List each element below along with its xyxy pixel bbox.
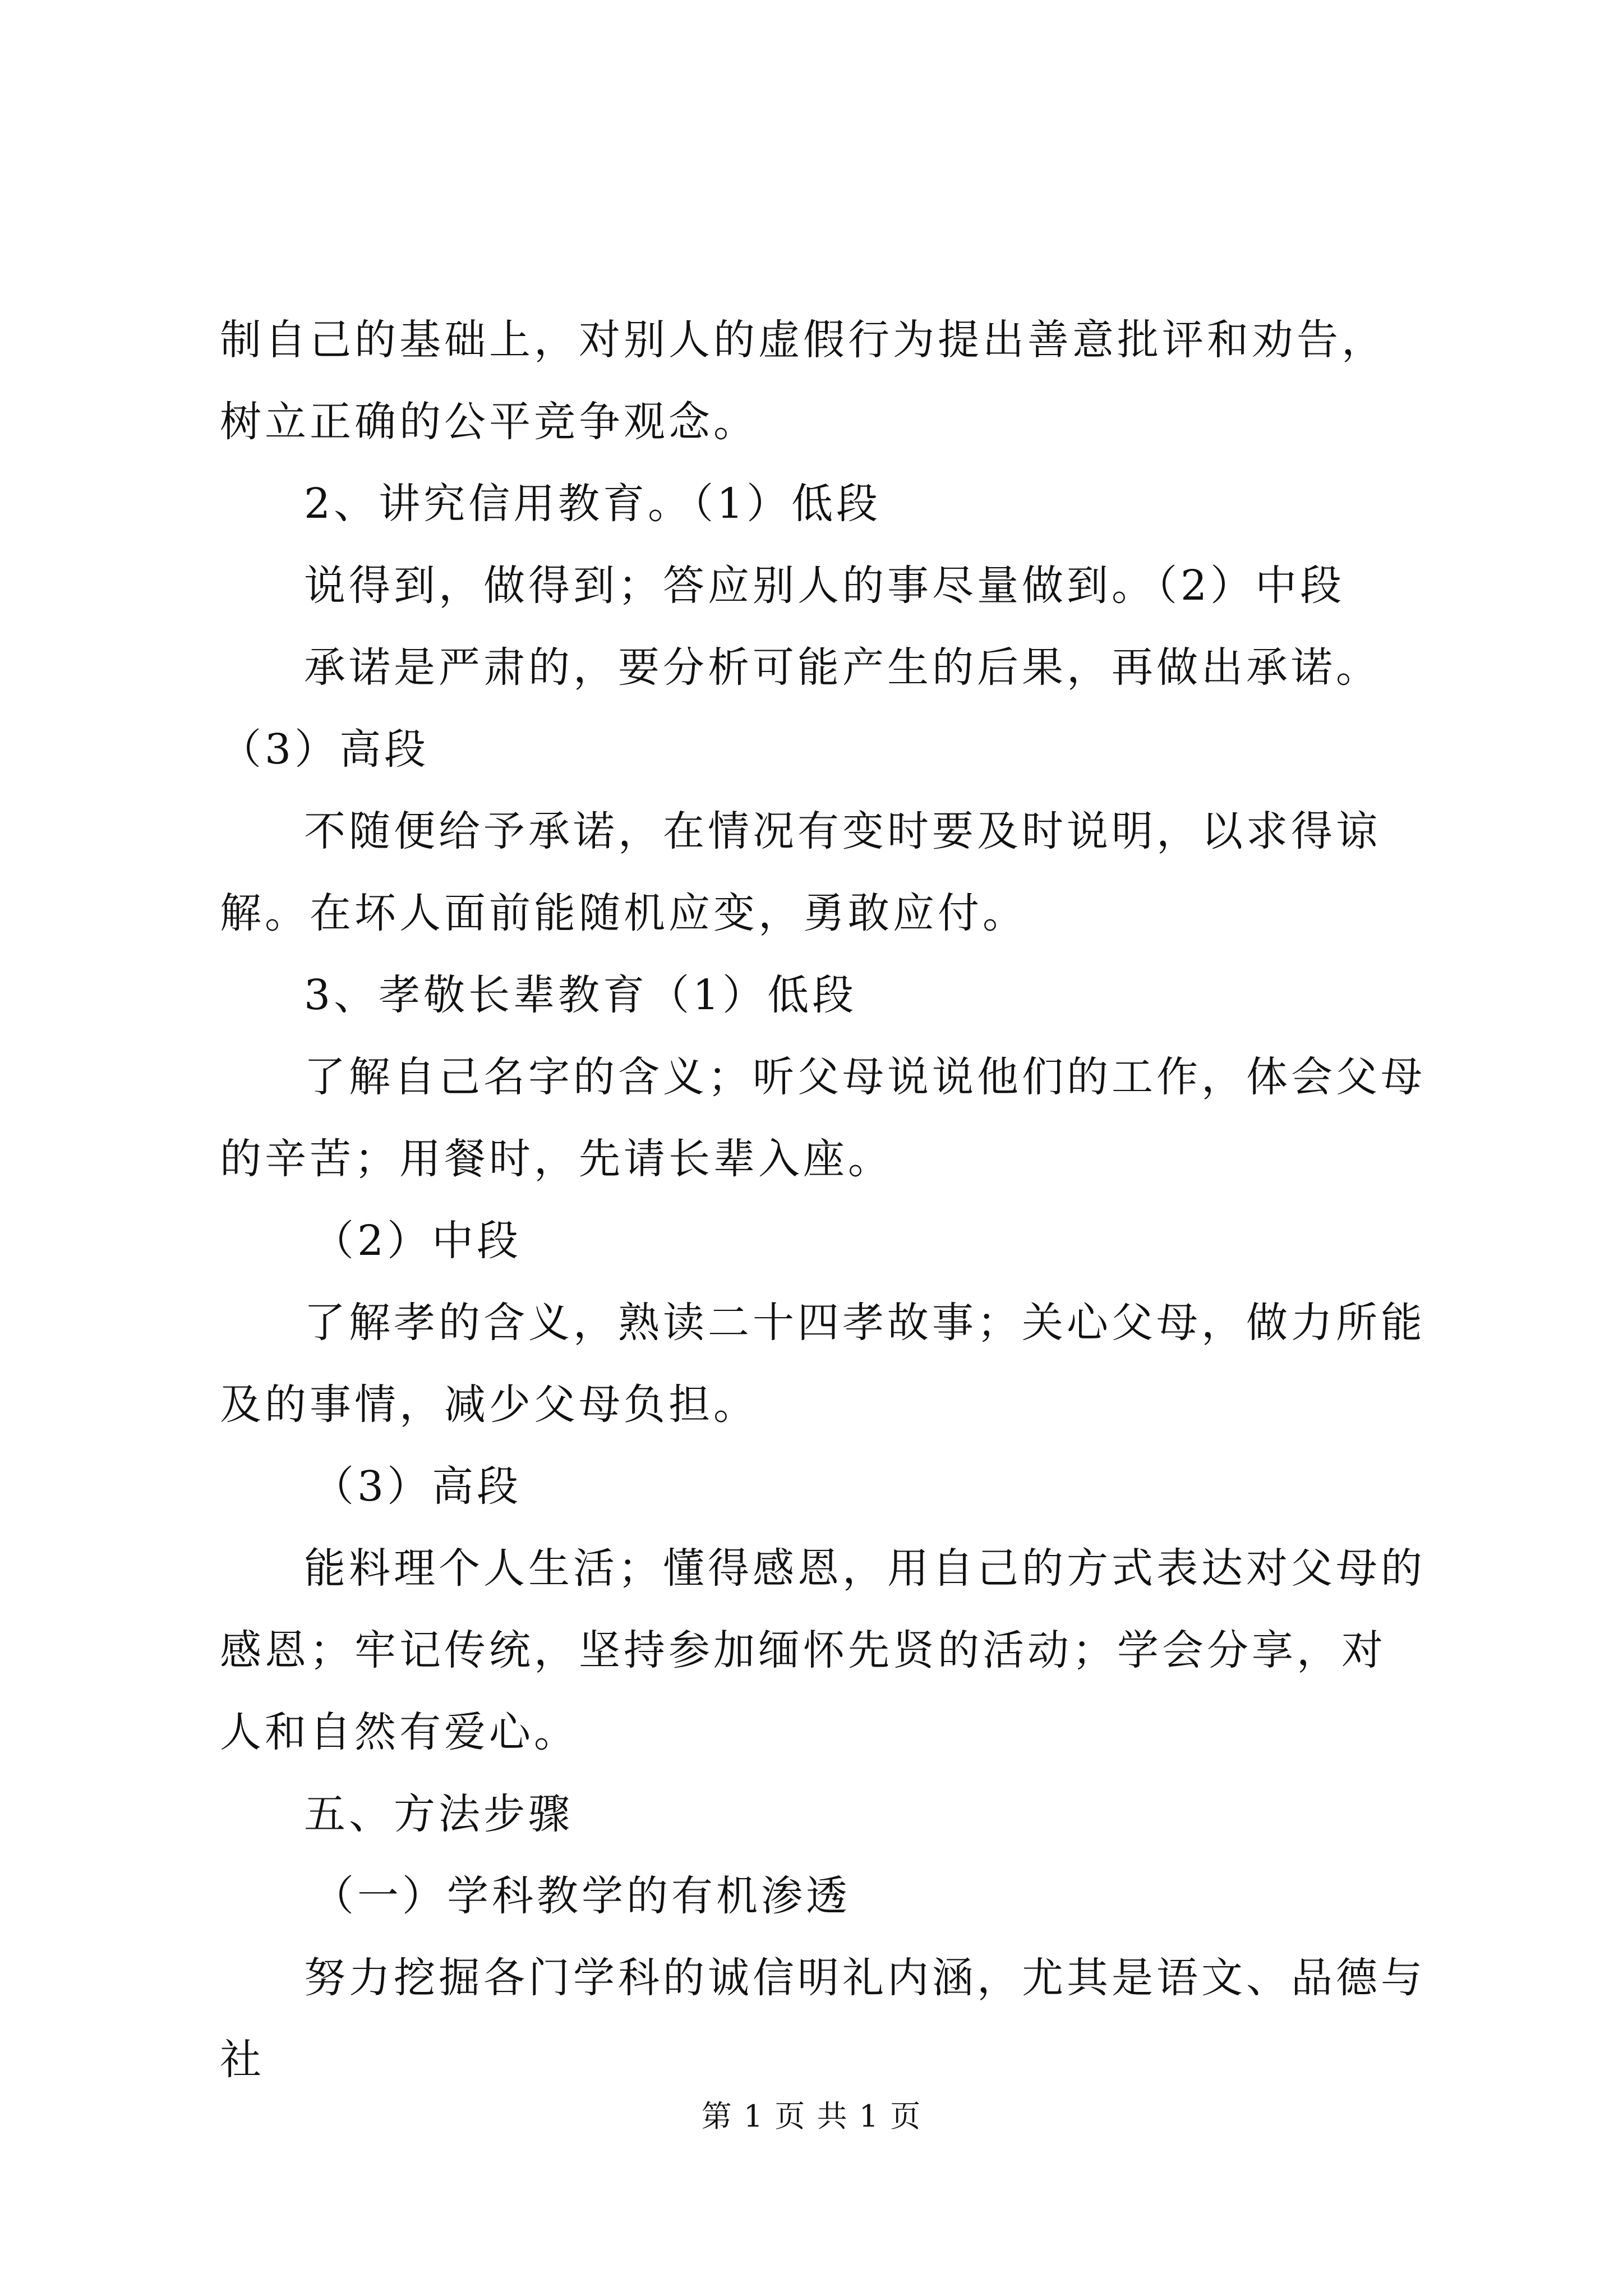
paragraph-5: 不随便给予承诺，在情况有变时要及时说明，以求得谅解。在坏人面前能随机应变，勇敢应付。 xyxy=(220,807,1381,937)
paragraph-9: 了解孝的含义，熟读二十四孝故事；关心父母，做力所能及的事情，减少父母负担。 xyxy=(220,1299,1426,1429)
paragraph-6: 3、孝敬长辈教育（1）低段 xyxy=(304,971,857,1019)
paragraph-13: （一）学科教学的有机渗透 xyxy=(312,1872,851,1920)
page-footer xyxy=(0,2097,1623,2136)
document-body xyxy=(220,299,1426,2101)
page-number-label: 第 1 页 共 1 页 xyxy=(701,2099,922,2134)
paragraph-7: 了解自己名字的含义；听父母说说他们的工作，体会父母的辛苦；用餐时，先请长辈入座。 xyxy=(220,1053,1426,1183)
paragraph-10: （3）高段 xyxy=(312,1462,522,1511)
paragraph-14: 努力挖掘各门学科的诚信明礼内涵，尤其是语文、品德与社 xyxy=(220,1954,1426,2084)
paragraph-4: 承诺是严肃的，要分析可能产生的后果，再做出承诺。（3）高段 xyxy=(220,643,1381,774)
paragraph-2: 2、讲究信用教育。（1）低段 xyxy=(304,480,882,528)
paragraph-1: 制自己的基础上，对别人的虚假行为提出善意批评和劝告，树立正确的公平竞争观念。 xyxy=(220,316,1386,446)
paragraph-11: 能料理个人生活；懂得感恩，用自己的方式表达对父母的感恩；牢记传统，坚持参加缅怀先贤的活动；学会分享，对人和自然有爱心。 xyxy=(220,1544,1426,1756)
paragraph-8: （2）中段 xyxy=(312,1217,522,1265)
paragraph-12: 五、方法步骤 xyxy=(304,1790,573,1838)
paragraph-3: 说得到，做得到；答应别人的事尽量做到。（2）中段 xyxy=(304,562,1345,610)
